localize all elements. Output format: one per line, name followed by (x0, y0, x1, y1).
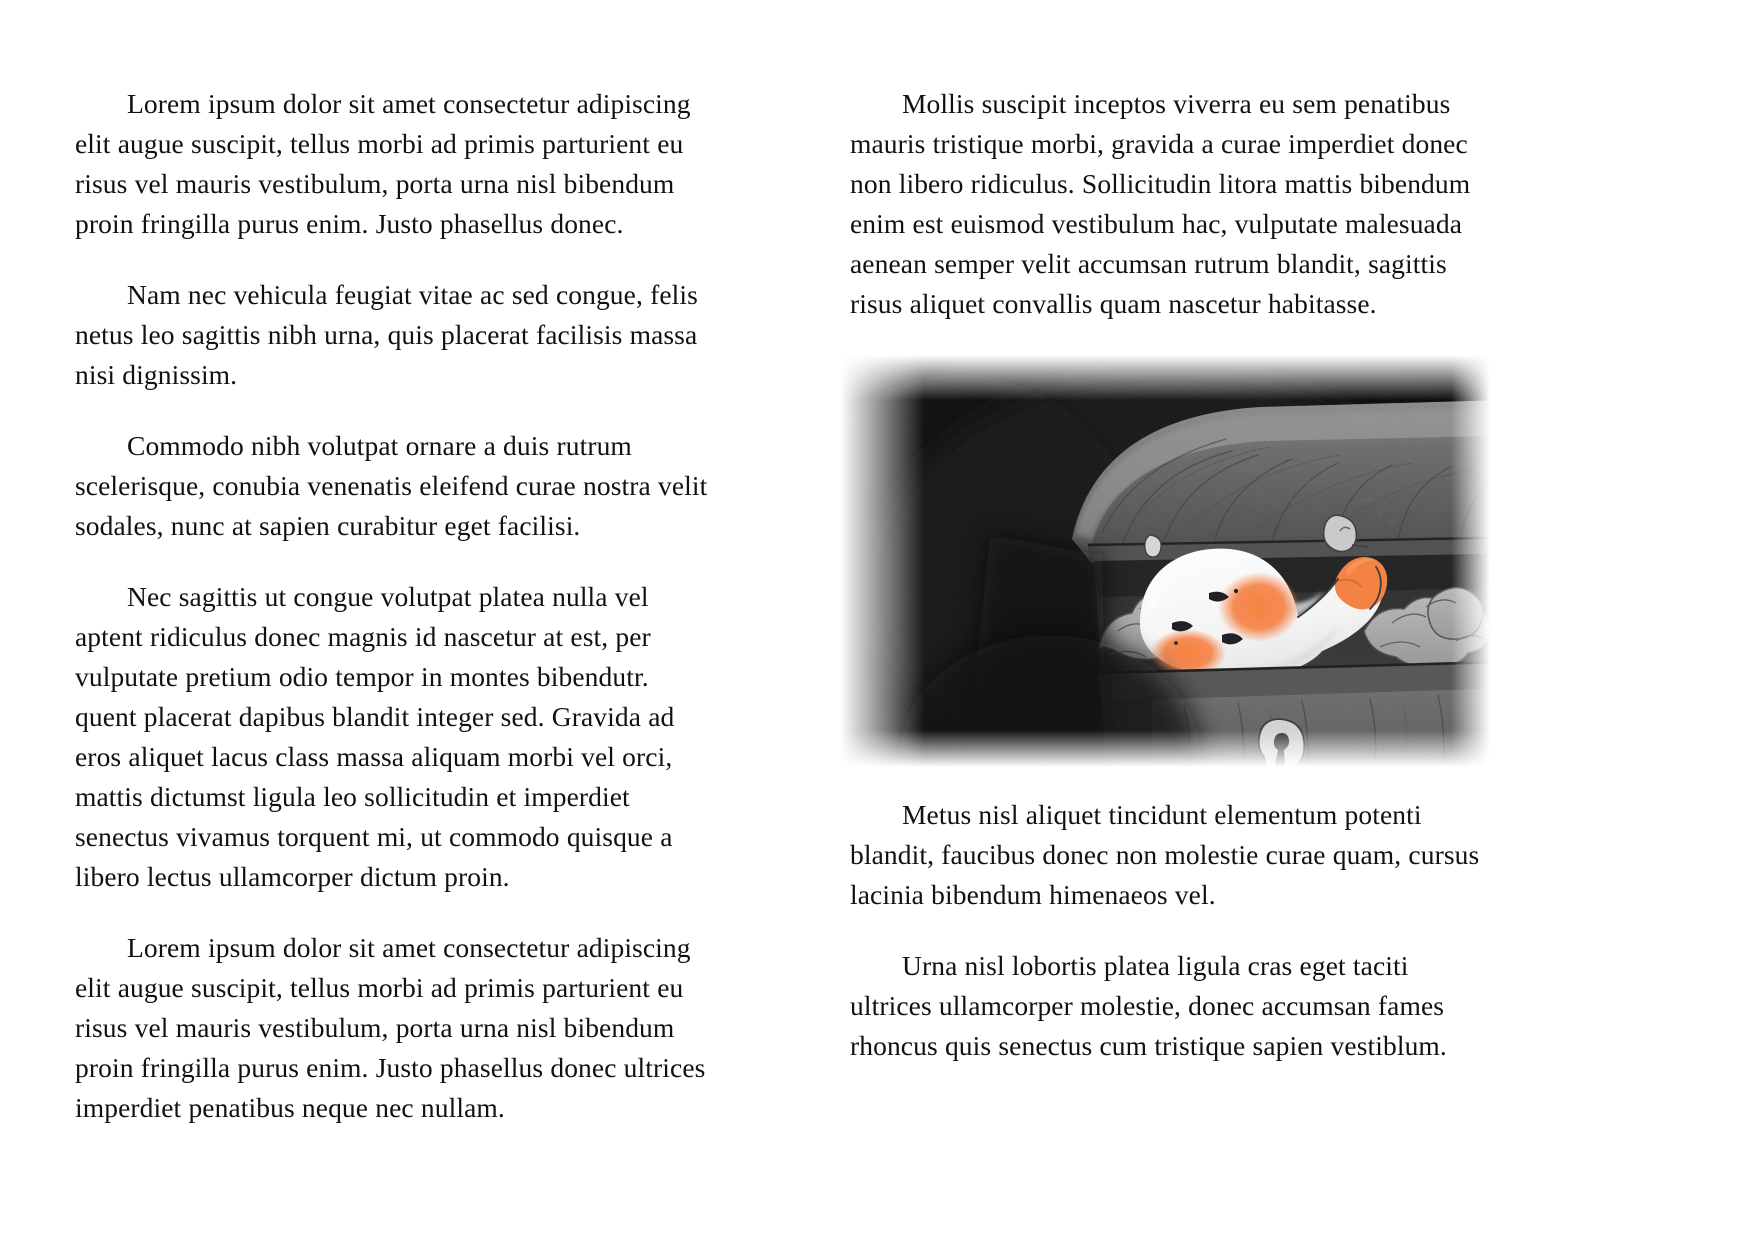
paragraph: Mollis suscipit inceptos viverra eu sem penatibus mauris tristique morbi, gravida a curae imperdiet donec non libero ridiculus. Sollicitudin litora mattis bibendum enim est euismod vestibulum hac, vulputate malesuada aenean semper velit accumsan rutrum blandit, sagittis risus aliquet convallis quam nascetur habitasse. (850, 88, 1471, 319)
paragraph: Nec sagittis ut congue volutpat platea nulla vel aptent ridiculus donec magnis id nascetur at est, per vulputate pretium odio tempor in montes bibendutr. quent placerat dapibus blandit integer sed. Gravida ad eros aliquet lacus class massa aliquam morbi vel orci, mattis dictumst ligula leo sollicitudin et imperdiet senectus vivamus torquent mi, ut commodo quisque a libero lectus ullamcorper dictum proin. (75, 581, 675, 892)
paragraph: Lorem ipsum dolor sit amet consectetur adipiscing elit augue suscipit, tellus morbi ad primis parturient eu risus vel mauris vestibulum, porta urna nisl bibendum proin fringilla purus enim. Justo phasellus donec ultrices imperdiet penatibus neque nec nullam. (75, 932, 706, 1123)
illustration-artwork (840, 355, 1490, 767)
paragraph: Metus nisl aliquet tincidunt elementum potenti blandit, faucibus donec non molestie curae quam, cursus lacinia bibendum himenaeos vel. (850, 799, 1480, 910)
paragraph: Nam nec vehicula feugiat vitae ac sed congue, felis netus leo sagittis nibh urna, quis placerat facilisis massa nisi dignissim. (75, 279, 698, 390)
paragraph: Urna nisl lobortis platea ligula cras eget taciti ultrices ullamcorper molestie, donec accumsan fames rhoncus quis senectus cum tristique sapien vestiblum. (850, 950, 1447, 1061)
duck-in-treasure-chest-illustration (840, 355, 1490, 767)
left-text-column (75, 84, 709, 1128)
right-text-column (850, 84, 1484, 1066)
paragraph: Commodo nibh volutpat ornare a duis rutrum scelerisque, conubia venenatis eleifend curae nostra velit sodales, nunc at sapien curabitur eget facilisi. (75, 430, 708, 541)
paragraph: Lorem ipsum dolor sit amet consectetur adipiscing elit augue suscipit, tellus morbi ad primis parturient eu risus vel mauris vestibulum, porta urna nisl bibendum proin fringilla purus enim. Justo phasellus donec. (75, 88, 691, 239)
